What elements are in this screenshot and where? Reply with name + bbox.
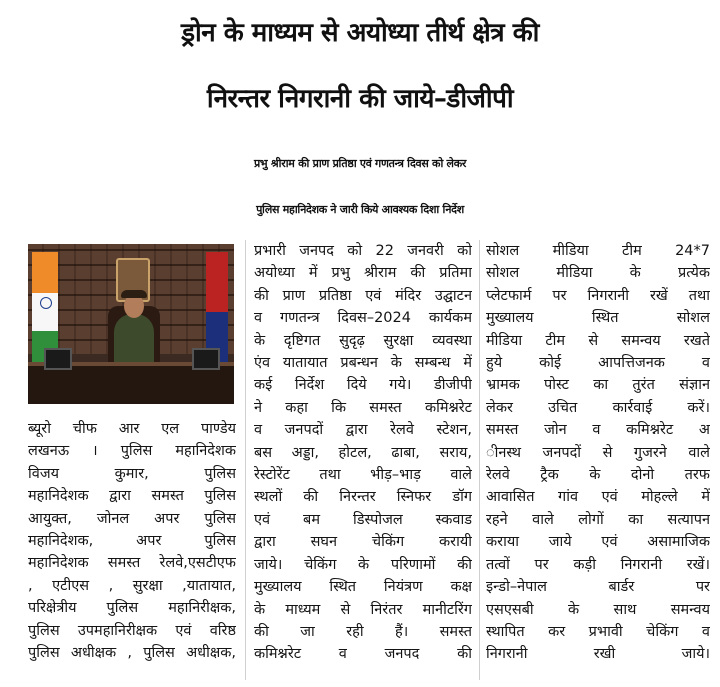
article-line: कई निर्देश दिये गये। डीजीपी: [254, 377, 472, 394]
article-column-2: [254, 240, 472, 686]
article-line: एसएसबी के साथ समन्वय: [486, 601, 710, 618]
article-line: कराया जाये एवं असामाजिक: [486, 534, 710, 551]
article-line: ीनस्थ जनपदों से गुजरने वाले: [486, 444, 710, 461]
article-line: लखनऊ । पुलिस महानिदेशक: [28, 443, 236, 460]
article-line: एंव यातायात प्रबन्धन के सम्बन्ध में: [254, 355, 472, 372]
article-line: रेस्टोरेंट तथा भीड़–भाड़ वाले: [254, 467, 472, 484]
subheadline-line-1: प्रभु श्रीराम की प्राण प्रतिष्ठा एवं गणतन्त्र दिवस को लेकर: [253, 157, 467, 170]
article-line: द्वारा सघन चेकिंग करायी: [254, 534, 472, 551]
article-column-1: [28, 418, 236, 684]
article-line: तत्वों पर कड़ी निगरानी रखें।: [486, 556, 710, 573]
article-line: रेलवे ट्रैक के दोनो तरफ: [486, 467, 710, 484]
article-line: हुये कोई आपत्तिजनक व: [486, 355, 710, 372]
column-divider: [245, 240, 246, 680]
article-line: प्रभारी जनपद को 22 जनवरी को: [254, 243, 472, 259]
article-line: लेकर उचित कार्रवाई करें।: [486, 399, 710, 416]
article-line: महानिदेशक समस्त रेलवे,एसटीएफ: [28, 555, 236, 572]
article-line: निगरानी रखी जाये।: [486, 646, 710, 663]
article-line: की प्राण प्रतिष्ठा एवं मंदिर उद्घाटन: [254, 287, 472, 304]
article-line: विजय कुमार, पुलिस: [28, 465, 236, 482]
article-line: स्थापित कर प्रभावी चेकिंग व: [486, 623, 710, 640]
article-line: समस्त जोन व कमिश्नरेट अ: [486, 422, 710, 439]
subheadline-line-2: पुलिस महानिदेशक ने जारी किये आवश्यक दिशा निर्देश: [256, 203, 464, 216]
article-line: स्थलों की निरन्तर स्निफर डॉग: [254, 489, 472, 506]
article-line: के दृष्टिगत सुदृढ़ सुरक्षा व्यवस्था: [254, 332, 472, 349]
article-line: जाये। चेकिंग के परिणामों की: [254, 556, 472, 573]
article-column-3: [486, 240, 710, 686]
article-line: महानिदेशक, अपर पुलिस: [28, 533, 236, 550]
article-line: पुलिस उपमहानिरीक्षक एवं वरिष्ठ: [28, 622, 236, 639]
article-line: एवं बम डिस्पोजल स्कवाड: [254, 511, 472, 528]
article-line: सोशल मीडिया टीम 24*7: [486, 243, 710, 259]
officer-figure: [114, 314, 154, 366]
article-line: कमिश्नरेट व जनपद की: [254, 646, 472, 663]
column-divider: [479, 240, 480, 680]
article-line: मुख्यालय स्थित नियंत्रण कक्ष: [254, 579, 472, 596]
article-line: आवासित गांव एवं मोहल्ले में: [486, 489, 710, 506]
article-line: रहने वाले लोगों का सत्यापन: [486, 511, 710, 528]
headline-line-1: ड्रोन के माध्यम से अयोध्या तीर्थ क्षेत्र की: [181, 18, 539, 48]
article-line: के माध्यम से निरंतर मानीटरिंग: [254, 601, 472, 618]
article-line: बस अड्डा, होटल, ढाबा, सराय,: [254, 444, 472, 461]
article-line: मीडिया टीम से समन्वय रखते: [486, 332, 710, 349]
article-line: भ्रामक पोस्ट का तुरंत संज्ञान: [486, 377, 710, 394]
article-line: पुलिस अधीक्षक , पुलिस अधीक्षक,: [28, 645, 236, 662]
article-line: सोशल मीडिया के प्रत्येक: [486, 265, 710, 282]
article-line: महानिदेशक द्वारा समस्त पुलिस: [28, 488, 236, 505]
article-line: आयुक्त, जोनल अपर पुलिस: [28, 510, 236, 527]
article-line: अयोध्या में प्रभु श्रीराम की प्रतिमा: [254, 265, 472, 282]
article-line: व जनपदों द्वारा रेलवे स्टेशन,: [254, 422, 472, 439]
headline-line-2: निरन्तर निगरानी की जाये–डीजीपी: [206, 84, 514, 114]
article-line: ब्यूरो चीफ आर एल पाण्डेय: [28, 421, 236, 437]
article-line: , एटीएस , सुरक्षा ,यातायात,: [28, 577, 236, 594]
article-line: मुख्यालय स्थित सोशल: [486, 310, 710, 327]
article-line: इन्डो–नेपाल बार्डर पर: [486, 579, 710, 596]
article-line: परिक्षेत्रीय पुलिस महानिरीक्षक,: [28, 600, 236, 617]
article-line: प्लेटफार्म पर निगरानी रखें तथा: [486, 287, 710, 304]
news-photo: [28, 244, 234, 404]
article-line: ने कहा कि समस्त कमिश्नरेट: [254, 399, 472, 416]
article-line: व गणतन्त्र दिवस–2024 कार्यकम: [254, 310, 472, 327]
article-line: की जा रही हैं। समस्त: [254, 623, 472, 640]
